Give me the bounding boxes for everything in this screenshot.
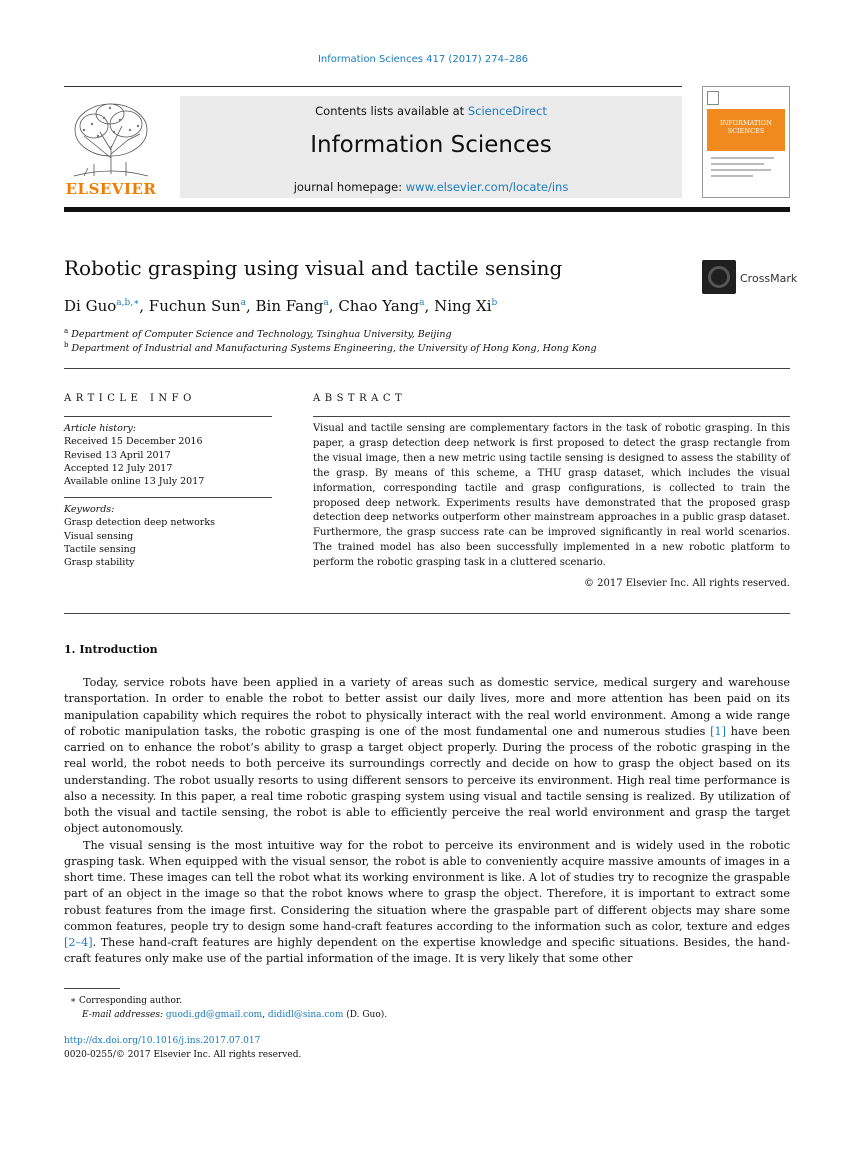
keyword: Visual sensing [64,530,134,542]
crossmark-icon[interactable] [702,260,736,294]
abstract-heading: ABSTRACT [313,393,407,404]
abstract-copyright: © 2017 Elsevier Inc. All rights reserved. [583,578,790,589]
author-name: Di Guo [64,297,117,315]
affiliation-b: $^b$ Department of Industrial and Manufacturing Systems Engineering, the University of Hong Kong, Hong Kong [64,341,597,355]
introduction-heading: 1. Introduction [64,643,158,656]
footnotes [70,994,770,1022]
footnote-rule [64,988,120,989]
paragraph: The visual sensing is the most intuitive way for the robot to perceive its environment and is widely used in the robotic grasping task. When equipped with the visual sensor, the robot is able to conveniently acquire massive amounts of images in a short time. These images can tell the robot what its working environment is like. A lot of studies try to recognize the graspable part of an object in the image so that the robot knows where to grasp the object. Therefore, it is important to extract some robust features from the image first. Considering the situation where the graspable part of different objects may share some common features, people try to design some hand-craft features according to the information such as color, texture and edges [2–4]. These hand-craft features are highly dependent on the expertise knowledge and specific situations. Besides, the hand-craft features only make use of the partial information of the image. It is very likely that some other [64,838,790,966]
keyword: Grasp stability [64,557,135,569]
issn-copyright: 0020-0255/© 2017 Elsevier Inc. All rights reserved. [64,1049,302,1060]
homepage-link[interactable]: www.elsevier.com/locate/ins [405,180,569,194]
author-name: Bin Fang [255,297,324,315]
author-list: Di Guo$^{a,b,∗}$, Fuchun Sun$^a$, Bin Fang$^a$, Chao Yang$^a$, Ning Xi$^b$ [64,297,498,315]
paragraph: Today, service robots have been applied in a variety of areas such as domestic service, medical surgery and warehouse transportation. In order to enable the robot to better assist our daily lives, more and more attention has been paid on its manipulation capability which requires the robot to physically interact with the real world environment. Among a wide range of robotic manipulation tasks, the robotic grasping is one of the most fundamental one and numerous studies [1] have been carried on to enhance the robot’s ability to grasp a target object properly. During the process of the robotic grasping in the real world, the robot needs to both perceive its surroundings correctly and decide on how to grasp the object based on its understanding. The robot usually resorts to using different sensors to perceive its environment. High real time performance is also a necessity. In this paper, a real time robotic grasping system using visual and tactile sensing is realized. By utilization of both the visual and tactile sensing, the robot is able to efficiently perceive the real world environment and grasp the target object autonomously. [64,676,790,836]
paper-title: Robotic grasping using visual and tactile sensing [64,256,563,280]
article-info-heading: ARTICLE INFO [64,393,196,404]
reference-link[interactable]: [1] [710,724,726,738]
crossmark-label[interactable]: CrossMark [740,272,798,285]
author-affiliation-mark[interactable]: b [491,298,498,308]
journal-cover-thumbnail [702,86,790,198]
contents-line: Contents lists available at ScienceDirect [315,104,547,118]
cover-title-band [707,109,785,151]
keywords-rule [64,497,272,498]
author-affiliation-mark[interactable]: a [240,298,246,308]
email-link[interactable]: guodi.gd@gmail.com [165,1010,263,1020]
author-affiliation-mark[interactable]: a,b,∗ [116,298,140,308]
publisher-name: ELSEVIER [65,180,157,198]
corresponding-author-note: ∗ Corresponding author. [70,996,183,1006]
history-entry: Available online 13 July 2017 [64,476,205,488]
cover-text-lines [711,157,781,181]
author-name: Fuchun Sun [148,297,241,315]
journal-citation[interactable]: Information Sciences 417 (2017) 274–286 [317,54,529,65]
header-rule [64,86,682,87]
journal-title: Information Sciences [310,132,552,158]
history-entry: Accepted 12 July 2017 [64,462,173,474]
history-entry: Revised 13 April 2017 [64,449,171,461]
author-affiliation-mark[interactable]: a [419,298,425,308]
keyword: Tactile sensing [64,543,136,555]
introduction-body [64,675,790,968]
history-entry: Received 15 December 2016 [64,436,203,448]
author-affiliation-mark[interactable]: a [323,298,329,308]
journal-header-box [180,96,682,198]
reference-link[interactable]: [2–4] [64,936,93,949]
affiliation-a: $^a$ Department of Computer Science and Technology, Tsinghua University, Beijing [64,327,452,341]
email-link[interactable]: dididl@sina.com [267,1010,344,1020]
keywords: Keywords: Grasp detection deep networks Visual sensing Tactile sensing Grasp stability [64,503,274,569]
keyword: Grasp detection deep networks [64,517,215,529]
abstract-rule [313,416,790,417]
article-info-rule [64,416,272,417]
cover-title: INFORMATION SCIENCES [720,119,772,135]
sciencedirect-link[interactable]: ScienceDirect [467,104,547,118]
author-name: Ning Xi [434,297,492,315]
doi-link[interactable]: http://dx.doi.org/10.1016/j.ins.2017.07.017 [64,1036,261,1046]
section-rule [64,613,790,614]
crossmark-ring [708,266,730,288]
header-thick-rule [64,207,790,212]
doi-block [64,1035,564,1062]
author-name: Chao Yang [338,297,420,315]
email-note: E-mail addresses: guodi.gd@gmail.com, dididl@sina.com (D. Guo). [82,1010,388,1020]
section-rule [64,368,790,369]
cover-logo-icon [707,91,719,105]
homepage-line: journal homepage: www.elsevier.com/locate/ins [293,180,569,194]
abstract-text: Visual and tactile sensing are complementary factors in the task of robotic grasping. In this paper, a grasp detection deep network is first proposed to detect the grasp rectangle from the visual image, then a new metric using tactile sensing is designed to assess the stability of the grasp. By means of this scheme, a THU grasp dataset, which includes the visual information, corresponding tactile and grasp configurations, is collected to train the proposed deep network. Experiments results have demonstrated that the proposed grasp detection deep networks outperform other mainstream approaches in a public grasp dataset. Furthermore, the grasp success rate can be improved significantly in real world scenarios. The trained model has also been successfully implemented in a new robotic platform to perform the robotic grasping task in a cluttered scenario. [313,423,790,569]
article-history: Article history: Received 15 December 2016 Revised 13 April 2017 Accepted 12 July 2017 Available online 13 July 2017 [64,422,274,488]
